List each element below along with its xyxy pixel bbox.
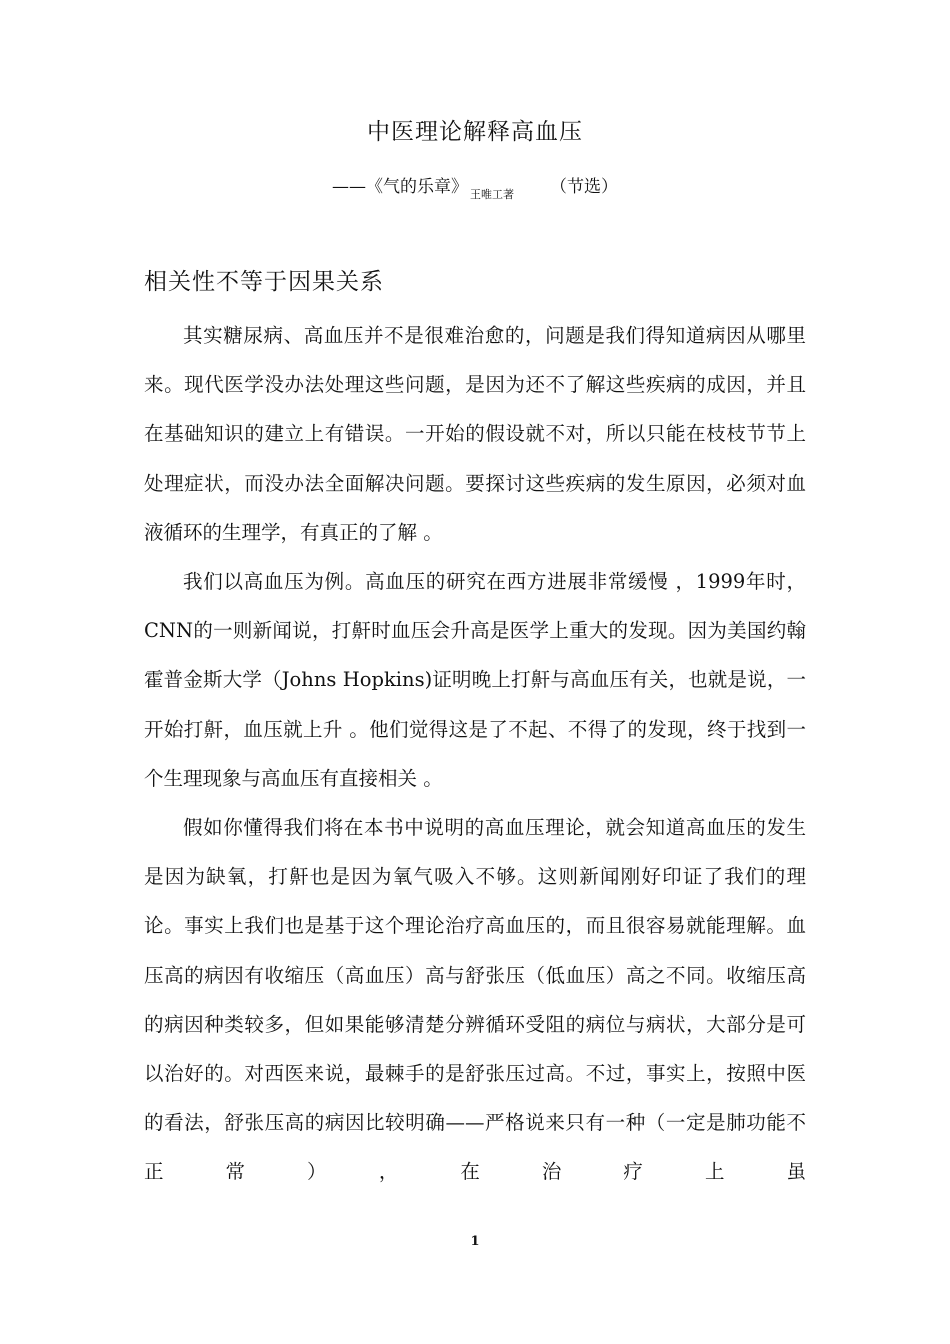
document-title: 中医理论解释高血压	[367, 119, 583, 145]
subtitle-note: （节选）	[550, 177, 618, 197]
subtitle-book: ——《气的乐章》	[332, 177, 468, 197]
paragraph-3: 假如你懂得我们将在本书中说明的高血压理论，就会知道高血压的发生是因为缺氧，打鼾也是因为氧气吸入不够。这则新闻刚好印证了我们的理论。事实上我们也是基于这个理论治疗高血压的，而且很容易就能理解。血压高的病因有收缩压（高血压）高与舒张压（低血压）高之不同。收缩压高的病因种类较多，但如果能够清楚分辨循环受阻的病位与病状，大部分是可以治好的。对西医来说，最棘手的是舒张压过高。不过，事实上，按照中医的看法，舒张压高的病因比较明确——严格说来只有一种（一定是肺功能不正常），在治疗上虽	[144, 816, 806, 1184]
page-number: 1	[470, 1234, 480, 1249]
body-text	[144, 311, 806, 1197]
section-heading: 相关性不等于因果关系	[144, 269, 384, 295]
paragraph-1: 其实糖尿病、高血压并不是很难治愈的，问题是我们得知道病因从哪里来。现代医学没办法处理这些问题，是因为还不了解这些疾病的成因，并且在基础知识的建立上有错误。一开始的假设就不对，所以只能在枝枝节节上处理症状，而没办法全面解决问题。要探讨这些疾病的发生原因，必须对血液循环的生理学，有真正的了解 。	[144, 324, 806, 544]
document-subtitle	[0, 174, 950, 208]
subtitle-author: 王唯工著	[470, 188, 514, 201]
paragraph-2: 我们以高血压为例。高血压的研究在西方进展非常缓慢 ，1999年时，CNN的一则新闻说，打鼾时血压会升高是医学上重大的发现。因为美国约翰霍普金斯大学（Johns Hopkins)证明晚上打鼾与高血压有关，也就是说，一开始打鼾，血压就上升 。他们觉得这是了不起、不得了的发现，终于找到一个生理现象与高血压有直接相关 。	[144, 570, 806, 790]
